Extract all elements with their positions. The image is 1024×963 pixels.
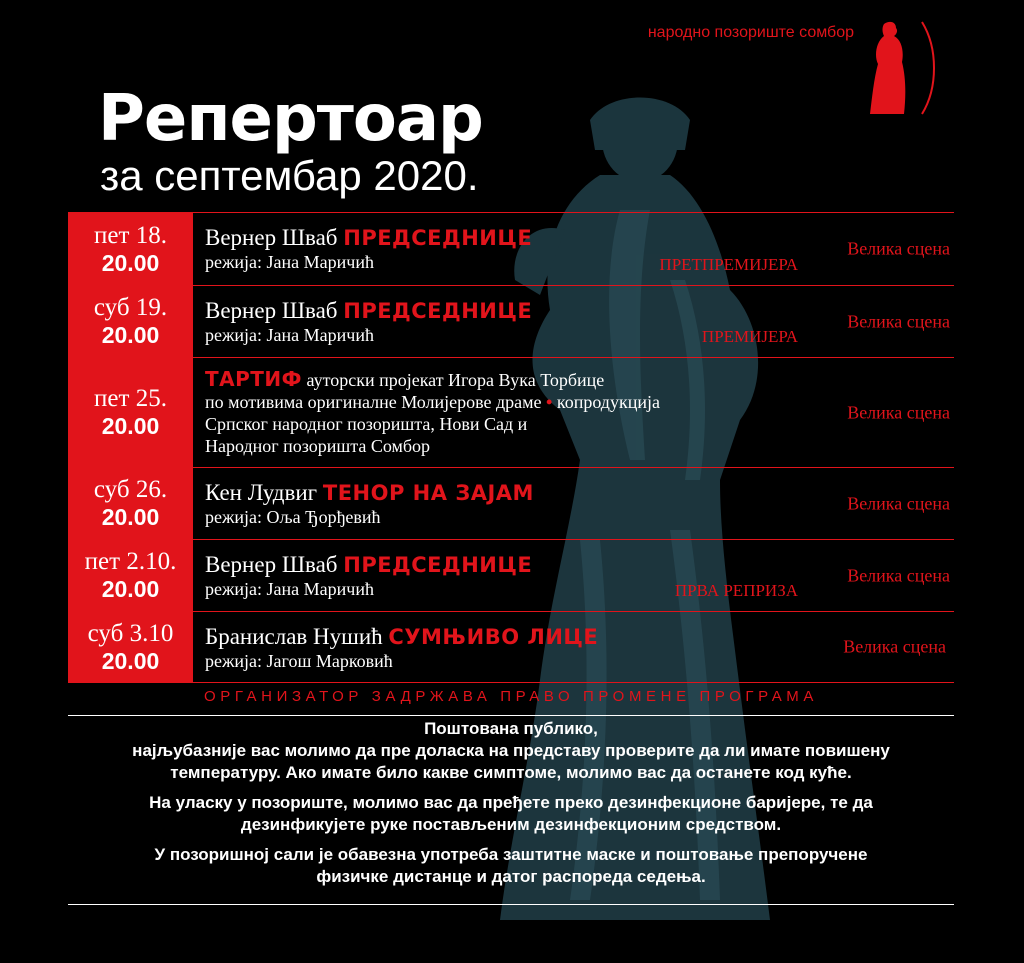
event-note: ПРВА РЕПРИЗА (674, 581, 798, 600)
event-desc-e: Народног позоришта Сомбор (205, 436, 431, 456)
event-author: Бранислав Нушић (205, 624, 383, 649)
schedule-row (68, 539, 954, 611)
event-author: Вернер Шваб (205, 225, 338, 250)
event-director: режија: Јана Маричић (205, 325, 374, 345)
date-cell (68, 540, 193, 611)
message-text: физичке дистанце и датог распореда седења. (316, 867, 706, 886)
event-time: 20.00 (101, 413, 160, 439)
schedule-row (68, 467, 954, 539)
event-date: пет 18. (94, 221, 167, 249)
event-play-title: ПРЕДСЕДНИЦЕ (343, 226, 533, 250)
date-cell (68, 468, 193, 539)
message-text: температуру. Ако имате било какве симптоме, молимо вас да останете код куће. (170, 763, 852, 782)
date-cell (68, 286, 193, 357)
event-date: пет 2.10. (84, 548, 177, 575)
event-time: 20.00 (101, 322, 160, 348)
event-play-title: ПРЕДСЕДНИЦЕ (343, 553, 533, 577)
schedule-row (68, 212, 954, 285)
date-cell (68, 612, 193, 682)
event-director: режија: Јагош Марковић (205, 651, 393, 671)
event-date: суб 26. (93, 476, 168, 503)
event-desc-c: копродукција (552, 392, 660, 412)
event-play-title: СУМЊИВО ЛИЦЕ (388, 625, 599, 649)
event-play-title: ПРЕДСЕДНИЦЕ (343, 299, 533, 323)
event-description (193, 213, 954, 285)
date-cell (68, 358, 193, 467)
event-time: 20.00 (101, 647, 160, 674)
event-note: ПРЕТПРЕМИЈЕРА (659, 255, 798, 274)
event-director: режија: Јана Маричић (205, 252, 374, 272)
event-description (193, 540, 954, 611)
program-change-notice: ОРГАНИЗАТОР ЗАДРЖАВА ПРАВО ПРОМЕНЕ ПРОГРАМА (68, 679, 954, 716)
schedule-row (68, 285, 954, 357)
message-text: најљубазније вас молимо да пре доласка на представу проверите да ли имате повишену (132, 741, 890, 760)
statue-logo-icon (862, 18, 942, 118)
page-subtitle: за септембар 2020. (100, 152, 479, 199)
event-date: суб 3.10 (87, 619, 174, 647)
theatre-name: народно позориште сомбор (647, 24, 854, 41)
event-date: суб 19. (93, 294, 168, 321)
event-description (193, 358, 954, 467)
event-director: режија: Јана Маричић (205, 579, 374, 599)
event-venue: Велика сцена (847, 565, 950, 585)
event-desc-b: по мотивима оригиналне Молијерове драме (205, 392, 542, 412)
bullet-separator: • (546, 392, 553, 412)
audience-message (68, 718, 954, 896)
event-venue: Велика сцена (847, 311, 950, 331)
event-time: 20.00 (101, 504, 160, 530)
event-author: Вернер Шваб (205, 298, 338, 323)
message-text: У позоришној сали је обавезна употреба заштитне маске и поштовање препоручене (154, 845, 868, 864)
date-cell (68, 213, 193, 285)
event-director: режија: Оља Ђорђевић (205, 507, 381, 527)
event-venue: Велика сцена (847, 493, 950, 513)
message-text: дезинфикујете руке постављеним дезинфекционим средством. (240, 815, 782, 834)
event-play-title: ТАРТИФ (205, 367, 302, 391)
schedule-row (68, 611, 954, 683)
event-author: Вернер Шваб (205, 552, 338, 577)
event-note: ПРЕМИЈЕРА (701, 327, 798, 346)
message-greeting: Поштована публико, (424, 719, 598, 738)
event-date: пет 25. (94, 385, 167, 412)
schedule-row (68, 357, 954, 467)
bottom-divider (68, 904, 954, 905)
schedule-table (68, 212, 954, 683)
event-description (193, 612, 954, 682)
message-text: На уласку у позориште, молимо вас да пређете преко дезинфекционе баријере, те да (149, 793, 873, 812)
event-author: Кен Лудвиг (205, 480, 318, 505)
event-desc-a: ауторски пројекат Игора Вука Торбице (302, 370, 605, 390)
event-venue: Велика сцена (843, 636, 946, 657)
page-title: Репертоар (98, 82, 483, 156)
event-time: 20.00 (101, 249, 160, 276)
event-description (193, 286, 954, 357)
event-description (193, 468, 954, 539)
event-play-title: ТЕНОР НА ЗАЈАМ (322, 481, 534, 505)
event-venue: Велика сцена (847, 238, 950, 259)
event-desc-d: Српског народног позоришта, Нови Сад и (205, 414, 528, 434)
event-time: 20.00 (101, 576, 160, 602)
event-venue: Велика сцена (847, 402, 950, 422)
